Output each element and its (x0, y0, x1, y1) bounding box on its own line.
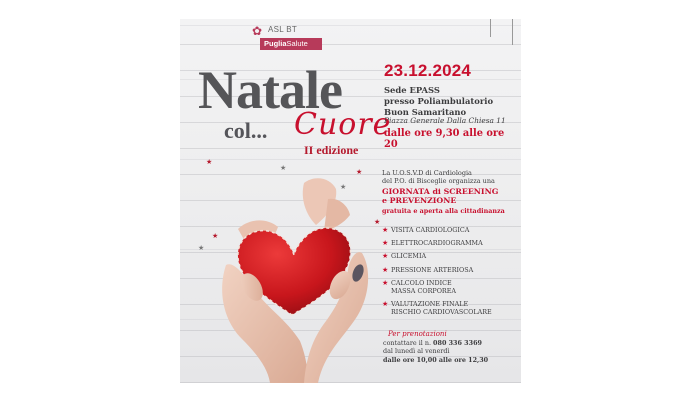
decor-star-icon: ★ (374, 218, 381, 226)
venue-line: Sede EPASS (384, 85, 440, 95)
free-access-note: gratuita e aperta alla cittadinanza (382, 207, 505, 215)
event-venue (384, 85, 493, 118)
service-label: ELETTROCARDIOGRAMMA (391, 239, 483, 248)
service-item (382, 226, 518, 234)
puglia-salute-badge (260, 38, 322, 50)
hands-heart-illustration (208, 169, 381, 383)
star-icon: ★ (382, 278, 389, 287)
star-icon: ★ (382, 252, 389, 261)
decor-dash (490, 19, 491, 37)
decor-star-icon: ★ (206, 158, 213, 166)
venue-line: presso Poliambulatorio (384, 96, 494, 106)
decor-star-icon: ★ (356, 168, 363, 176)
event-poster (180, 19, 521, 383)
screening-heading (382, 187, 498, 206)
service-item (382, 279, 518, 295)
contact-prefix: contattare il n. (383, 339, 434, 347)
decor-star-icon: ★ (340, 183, 347, 191)
service-label: GLICEMIA (391, 252, 427, 261)
intro-line: La U.O.S.V.D di Cardiologia (382, 169, 472, 177)
service-item (382, 300, 518, 316)
flower-icon: ✿ (252, 24, 263, 38)
booking-contact (383, 339, 488, 347)
star-icon: ★ (382, 300, 389, 309)
service-label: CALCOLO INDICE (391, 278, 452, 287)
service-label: MASSA CORPOREA (391, 287, 457, 296)
event-hours: dalle ore 9,30 alle ore 20 (384, 128, 505, 150)
badge-text-b: Salute (286, 39, 308, 48)
intro-line: del P.O. di Bisceglie organizza una (382, 177, 495, 186)
booking-days: dal lunedì al venerdì (383, 347, 450, 356)
service-label: VALUTAZIONE FINALE (391, 300, 469, 309)
venue-line: Buon Samaritano (384, 107, 467, 117)
booking-time: dalle ore 10,00 alle ore 12,30 (383, 355, 489, 364)
screening-line: GIORNATA di SCREENING (382, 187, 499, 196)
badge-text-a: Puglia (264, 39, 287, 48)
decor-star-icon: ★ (212, 232, 219, 240)
decor-star-icon: ★ (198, 244, 205, 252)
asl-bt-logo (252, 24, 332, 54)
title-col: col... (224, 118, 268, 143)
service-item (382, 239, 518, 247)
booking-info (383, 339, 488, 364)
decor-star-icon: ★ (280, 164, 287, 172)
phone-number[interactable]: 080 336 3369 (433, 339, 482, 347)
service-item (382, 266, 518, 274)
service-label: VISITA CARDIOLOGICA (391, 226, 470, 234)
service-label: RISCHIO CARDIOVASCOLARE (391, 308, 492, 317)
screening-line: e PREVENZIONE (382, 196, 457, 206)
edition-label: II edizione (304, 143, 359, 157)
star-icon: ★ (382, 239, 389, 248)
organizer-intro (382, 169, 495, 186)
service-label: PRESSIONE ARTERIOSA (391, 265, 474, 274)
logo-org-name: ASL BT (268, 25, 298, 34)
booking-title: Per prenotazioni (388, 330, 447, 338)
services-list (382, 226, 518, 322)
decor-dash (512, 19, 513, 45)
star-icon: ★ (382, 226, 389, 234)
title-natale: Natale (198, 60, 342, 120)
title-cuore: Cuore (294, 107, 392, 142)
event-date: 23.12.2024 (384, 61, 472, 80)
star-icon: ★ (382, 265, 389, 274)
venue-address: Piazza Generale Dalla Chiesa 11 (384, 116, 506, 125)
service-item (382, 252, 518, 260)
